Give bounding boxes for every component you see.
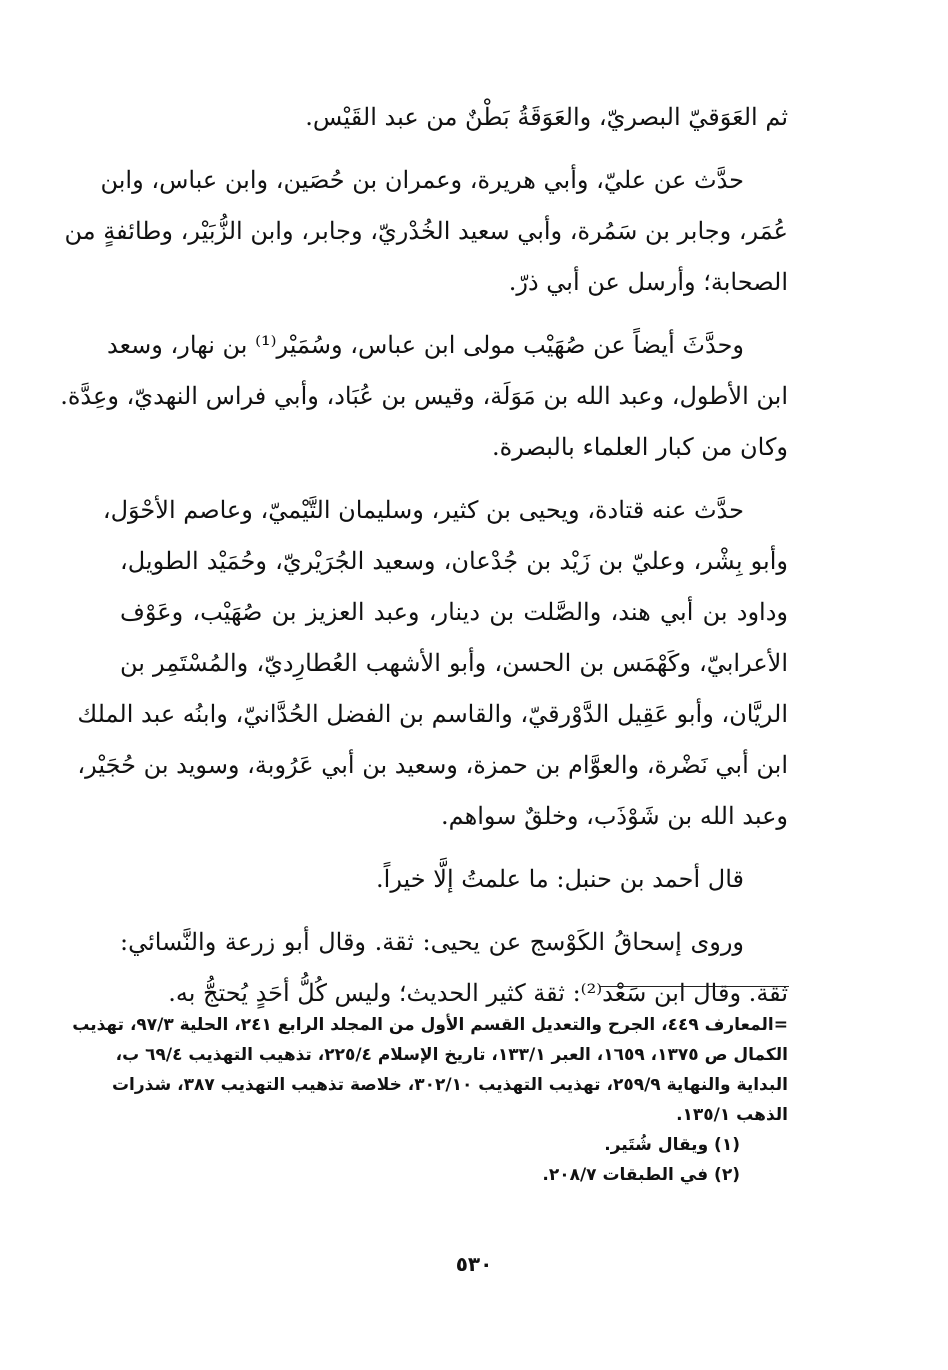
footnote-continuation-line: البداية والنهاية ٢٥٩/٩، تهذيب التهذيب ٣٠٢/١٠، خلاصة تذهيب التهذيب ٣٨٧، شذرات bbox=[111, 1075, 788, 1095]
text-line: وأبو بِشْر، وعليّ بن زَيْد بن جُدْعان، وسعيد الجُرَيْريّ، وحُمَيْد الطويل، bbox=[120, 547, 788, 575]
text-line: ثقة. وقال ابن سَعْد⁽²⁾: ثقة كثير الحديث؛ وليس كُلُّ أحَدٍ يُحتجُّ به. bbox=[168, 979, 788, 1007]
text-line: ابن أبي نَضْرة، والعوَّام بن حمزة، وسعيد بن أبي عَرُوبة، وسويد بن حُجَيْر، bbox=[77, 751, 788, 779]
text-line: قال أحمد بن حنبل: ما علمتُ إلَّا خيراً. bbox=[376, 865, 744, 893]
main-text bbox=[60, 92, 788, 1031]
footnote-continuation-line: الذهب ١٣٥/١. bbox=[676, 1105, 788, 1125]
paragraph bbox=[120, 854, 788, 905]
text-line: ثم العَوَقيّ البصريّ، والعَوَقَةُ بَطْنٌ من عبد القَيْس. bbox=[305, 103, 788, 131]
text-line: وروى إسحاقُ الكَوْسج عن يحيى: ثقة. وقال أبو زرعة والنَّسائي: bbox=[120, 928, 744, 956]
text-line: حدَّث عنه قتادة، ويحيى بن كثير، وسليمان التَّيْميّ، وعاصم الأحْوَل، bbox=[102, 496, 744, 524]
text-line: وحدَّثَ أيضاً عن صُهَيْب مولى ابن عباس، وسُمَيْر⁽¹⁾ بن نهار، وسعد bbox=[106, 331, 744, 359]
text-line: الأعرابيّ، وكَهْمَس بن الحسن، وأبو الأشهب العُطارِديّ، والمُسْتَمِر بن bbox=[120, 649, 788, 677]
text-line: ابن الأطول، وعبد الله بن مَوَلَة، وقيس بن عُبَاد، وأبي فراس النهديّ، وعِدَّة. bbox=[60, 382, 788, 410]
text-line: عُمَر، وجابر بن سَمُرة، وأبي سعيد الخُدْريّ، وجابر، وابن الزُّبَيْر، وطائفةٍ من bbox=[64, 217, 788, 245]
paragraph bbox=[77, 485, 788, 842]
paragraph bbox=[64, 155, 788, 308]
footnote-2: (٢) في الطبقات ٢٠٨/٧. bbox=[542, 1165, 740, 1185]
text-line: الصحابة؛ وأرسل عن أبي ذرّ. bbox=[508, 268, 788, 296]
text-line: وكان من كبار العلماء بالبصرة. bbox=[492, 433, 788, 461]
footnote-continuation-line: الكمال ص ١٣٧٥، ١٦٥٩، العبر ١٣٣/١، تاريخ الإسلام ٢٢٥/٤، تذهيب التهذيب ٦٩/٤ ب، bbox=[115, 1045, 788, 1065]
text-line: وعبد الله بن شَوْذَب، وخلقٌ سواهم. bbox=[441, 802, 788, 830]
footnote-separator bbox=[599, 986, 789, 987]
text-line: الريَّان، وأبو عَقِيل الدَّوْرقيّ، والقاسم بن الفضل الحُدَّانيّ، وابنُه عبد الملك bbox=[77, 700, 788, 728]
text-line: وداود بن أبي هند، والصَّلت بن دينار، وعبد العزيز بن صُهَيْب، وعَوْف bbox=[120, 598, 788, 626]
footnote-continuation-line: =المعارف ٤٤٩، الجرح والتعديل القسم الأول من المجلد الرابع ٢٤١، الحلية ٩٧/٣، تهذيب bbox=[72, 1015, 788, 1035]
paragraph bbox=[120, 917, 788, 1019]
page-number: ٥٣٠ bbox=[455, 1252, 493, 1276]
text-line: حدَّث عن عليّ، وأبي هريرة، وعمران بن حُصَين، وابن عباس، وابن bbox=[100, 166, 744, 194]
paragraph bbox=[120, 92, 788, 143]
footnote-1: (١) ويقال شُتَير. bbox=[604, 1135, 740, 1155]
paragraph bbox=[60, 320, 788, 473]
footnotes bbox=[72, 1010, 788, 1190]
